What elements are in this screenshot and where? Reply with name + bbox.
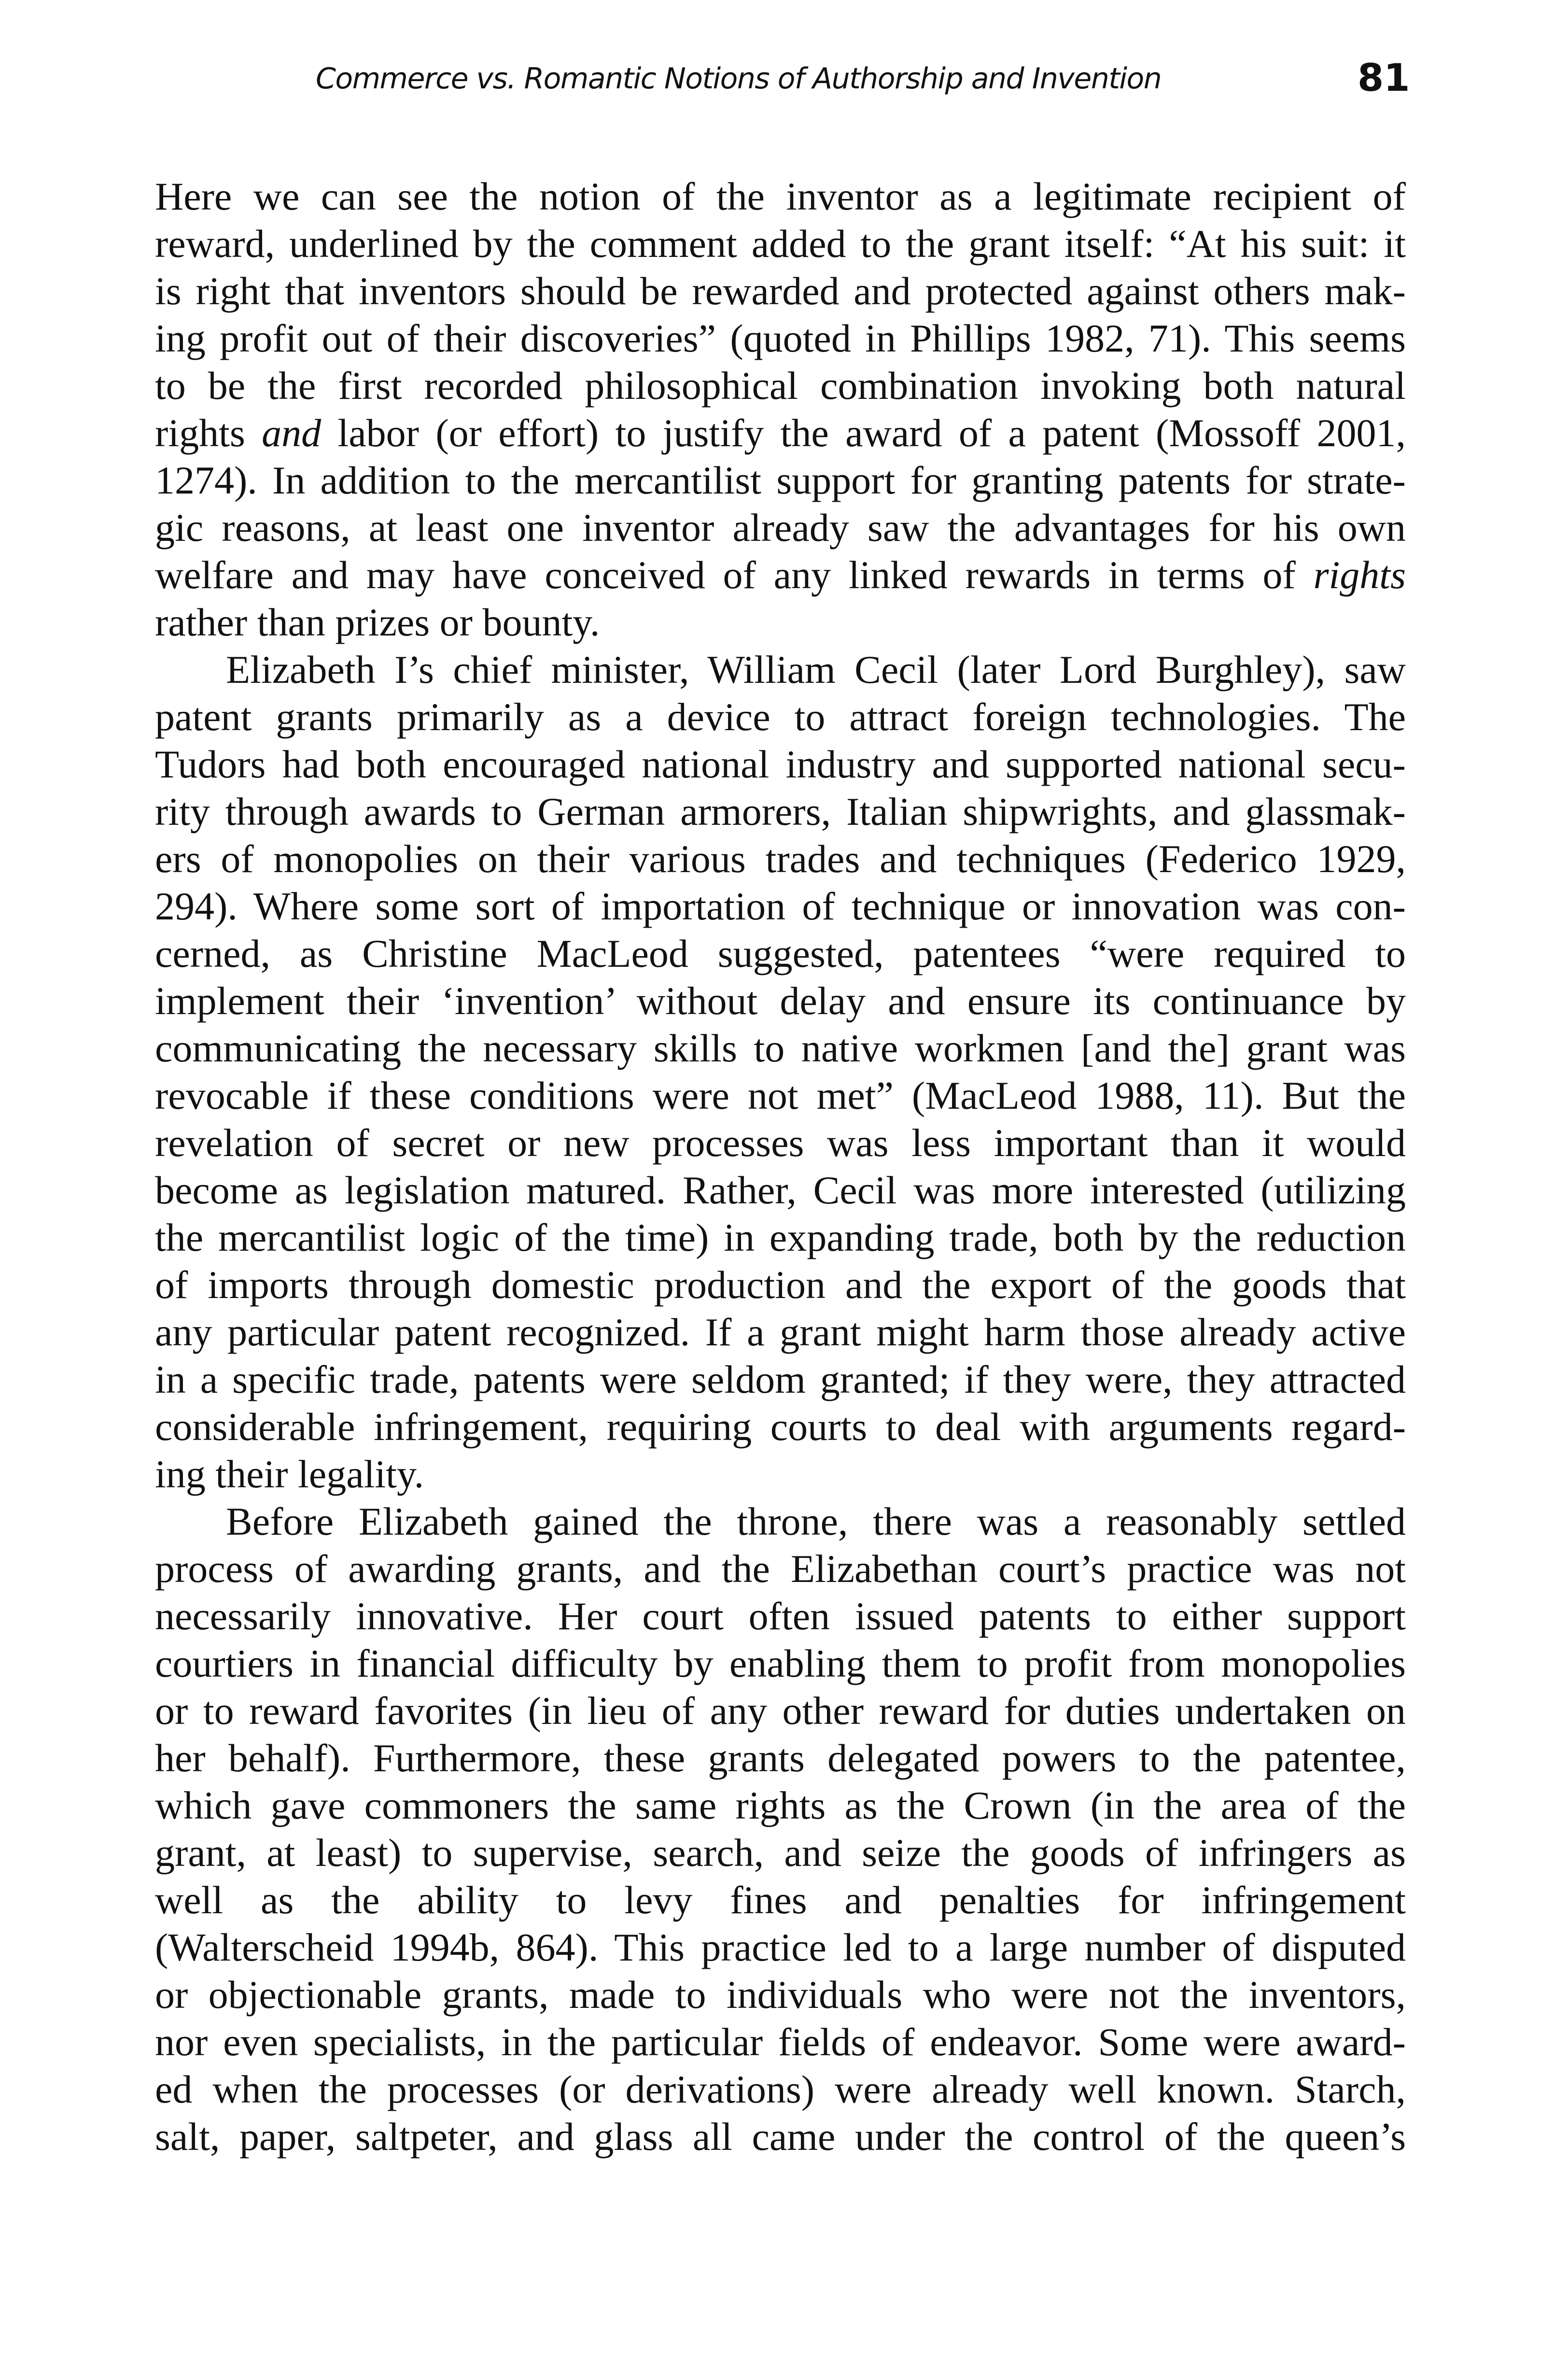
text-line	[155, 741, 1406, 788]
text-line	[155, 1119, 1406, 1167]
text-line	[155, 1829, 1406, 1877]
text-line	[155, 457, 1406, 504]
text-segment: any particular patent recognized. If a grant might harm those already active	[155, 1310, 1406, 1354]
text-line	[155, 1261, 1406, 1309]
text-segment: rights	[155, 411, 262, 455]
text-line	[155, 1593, 1406, 1640]
text-segment: (Walterscheid 1994b, 864). This practice led to a large number of disputed	[155, 1925, 1406, 1969]
italic-text: and	[262, 411, 322, 455]
text-segment: nor even specialists, in the particular fields of endeavor. Some were award-	[155, 2020, 1406, 2064]
text-segment: ing profit out of their discoveries” (quoted in Phillips 1982, 71). This seems	[155, 316, 1406, 360]
text-segment: Here we can see the notion of the inventor as a legitimate recipient of	[155, 174, 1406, 218]
text-segment: revelation of secret or new processes was less important than it would	[155, 1121, 1406, 1165]
text-segment: which gave commoners the same rights as the Crown (in the area of the	[155, 1783, 1406, 1827]
text-line	[155, 1640, 1406, 1687]
text-line	[155, 1025, 1406, 1072]
text-line	[155, 883, 1406, 930]
text-line	[155, 1167, 1406, 1214]
text-segment: communicating the necessary skills to native workmen [and the] grant was	[155, 1026, 1406, 1070]
text-segment: her behalf). Furthermore, these grants delegated powers to the patentee,	[155, 1736, 1406, 1780]
text-segment: of imports through domestic production and the export of the goods that	[155, 1263, 1406, 1307]
text-line	[155, 835, 1406, 883]
text-segment: salt, paper, saltpeter, and glass all came under the control of the queen’s	[155, 2115, 1406, 2159]
text-segment: labor (or effort) to justify the award of a patent (Mossoff 2001,	[321, 411, 1406, 455]
text-line	[155, 599, 1406, 646]
paragraph	[155, 173, 1406, 646]
text-line	[155, 1403, 1406, 1451]
text-segment: ing their legality.	[155, 1452, 424, 1496]
text-line	[155, 220, 1406, 268]
text-segment: necessarily innovative. Her court often issued patents to either support	[155, 1594, 1406, 1638]
text-segment: rather than prizes or bounty.	[155, 600, 600, 644]
text-line	[155, 788, 1406, 835]
text-line	[155, 1782, 1406, 1829]
text-line	[155, 1545, 1406, 1593]
text-segment: Elizabeth I’s chief minister, William Cecil (later Lord Burghley), saw	[226, 648, 1406, 692]
text-line	[155, 1971, 1406, 2019]
text-line	[155, 930, 1406, 977]
text-segment: 294). Where some sort of importation of technique or innovation was con-	[155, 884, 1406, 928]
text-segment: well as the ability to levy fines and penalties for infringement	[155, 1878, 1406, 1922]
text-line	[155, 1687, 1406, 1735]
text-segment: or objectionable grants, made to individuals who were not the inventors,	[155, 1973, 1406, 2017]
text-line	[155, 1877, 1406, 1924]
text-line	[155, 1309, 1406, 1356]
text-line	[155, 1356, 1406, 1403]
text-line	[155, 977, 1406, 1025]
text-segment: become as legislation matured. Rather, Cecil was more interested (utilizing	[155, 1168, 1406, 1212]
text-segment: implement their ‘invention’ without delay and ensure its continuance by	[155, 979, 1406, 1023]
text-segment: in a specific trade, patents were seldom granted; if they were, they attracted	[155, 1357, 1406, 1401]
text-line	[155, 409, 1406, 457]
text-line	[155, 362, 1406, 409]
text-segment: or to reward favorites (in lieu of any other reward for duties undertaken on	[155, 1689, 1406, 1733]
text-segment: the mercantilist logic of the time) in expanding trade, both by the reduction	[155, 1215, 1406, 1259]
text-segment: Before Elizabeth gained the throne, there was a reasonably settled	[226, 1499, 1406, 1543]
running-head-title: Commerce vs. Romantic Notions of Authorship and Invention	[316, 62, 1162, 96]
text-line	[155, 315, 1406, 362]
text-segment: considerable infringement, requiring courts to deal with arguments regard-	[155, 1405, 1406, 1449]
text-segment: welfare and may have conceived of any linked rewards in terms of	[155, 553, 1314, 597]
text-line	[155, 551, 1406, 599]
text-line	[155, 693, 1406, 741]
text-segment: grant, at least) to supervise, search, and seize the goods of infringers as	[155, 1831, 1406, 1875]
text-line	[155, 1735, 1406, 1782]
text-segment: process of awarding grants, and the Elizabethan court’s practice was not	[155, 1547, 1406, 1591]
text-line	[155, 1214, 1406, 1261]
text-line	[155, 646, 1406, 693]
text-segment: gic reasons, at least one inventor already saw the advantages for his own	[155, 506, 1406, 550]
text-line	[155, 2019, 1406, 2066]
text-line	[155, 1498, 1406, 1545]
text-line	[155, 504, 1406, 551]
text-segment: reward, underlined by the comment added to the grant itself: “At his suit: it	[155, 222, 1406, 266]
page-number: 81	[1358, 56, 1410, 100]
text-segment: Tudors had both encouraged national industry and supported national secu-	[155, 742, 1406, 786]
paragraph	[155, 646, 1406, 1498]
text-line	[155, 2066, 1406, 2113]
text-line	[155, 173, 1406, 220]
text-segment: is right that inventors should be rewarded and protected against others mak-	[155, 269, 1406, 313]
text-line	[155, 1072, 1406, 1119]
text-segment: ed when the processes (or derivations) were already well known. Starch,	[155, 2067, 1406, 2111]
text-segment: courtiers in financial difficulty by enabling them to profit from monopolies	[155, 1641, 1406, 1685]
text-segment: 1274). In addition to the mercantilist support for granting patents for strate-	[155, 458, 1406, 502]
text-line	[155, 268, 1406, 315]
text-segment: patent grants primarily as a device to attract foreign technologies. The	[155, 695, 1406, 739]
text-segment: cerned, as Christine MacLeod suggested, patentees “were required to	[155, 932, 1406, 975]
text-line	[155, 1451, 1406, 1498]
text-segment: to be the first recorded philosophical combination invoking both natural	[155, 364, 1406, 408]
text-line	[155, 1924, 1406, 1971]
body-text	[155, 173, 1406, 2160]
italic-text: rights	[1313, 553, 1406, 597]
text-segment: ers of monopolies on their various trades and techniques (Federico 1929,	[155, 837, 1406, 881]
text-segment: revocable if these conditions were not met” (MacLeod 1988, 11). But the	[155, 1073, 1406, 1117]
text-line	[155, 2113, 1406, 2160]
paragraph	[155, 1498, 1406, 2160]
text-segment: rity through awards to German armorers, Italian shipwrights, and glassmak-	[155, 790, 1406, 833]
